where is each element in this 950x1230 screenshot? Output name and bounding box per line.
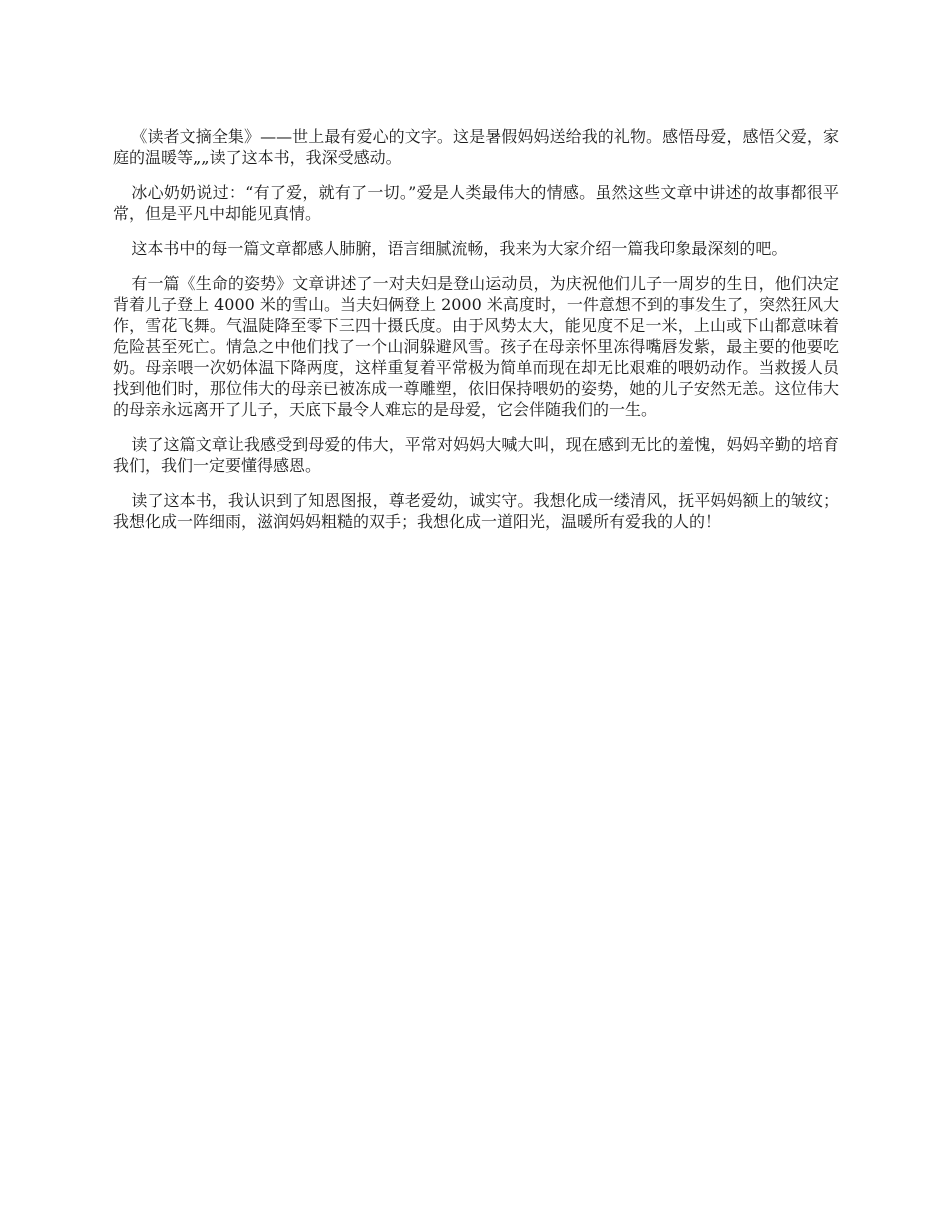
paragraph-reflection: 读了这篇文章让我感受到母爱的伟大，平常对妈妈大喊大叫，现在感到无比的羞愧，妈妈辛勤的培育我们，我们一定要懂得感恩。 [113,435,839,475]
document-page [113,126,839,546]
paragraph-book-overview: 这本书中的每一篇文章都感人肺腑，语言细腻流畅，我来为大家介绍一篇我印象最深刻的吧。 [131,239,788,258]
paragraph-intro: 《读者文摘全集》——世上最有爱心的文字。这是暑假妈妈送给我的礼物。感悟母爱，感悟父爱，家庭的温暖等„„读了这本书，我深受感动。 [113,127,839,167]
paragraph-conclusion: 读了这本书，我认识到了知恩图报，尊老爱幼，诚实守。我想化成一缕清风，抚平妈妈额上的皱纹；我想化成一阵细雨，滋润妈妈粗糙的双手；我想化成一道阳光，温暖所有爱我的人的！ [113,491,839,531]
paragraph-bingxin-quote: 冰心奶奶说过：“有了爱，就有了一切。”爱是人类最伟大的情感。虽然这些文章中讲述的故事都很平常，但是平凡中却能见真情。 [113,183,839,223]
paragraph-story: 有一篇《生命的姿势》文章讲述了一对夫妇是登山运动员，为庆祝他们儿子一周岁的生日，他们决定背着儿子登上 4000 米的雪山。当夫妇俩登上 2000 米高度时，一件意想不到的事发生了，突然狂风大作，雪花飞舞。气温陡降至零下三四十摄氏度。由于风势太大，能见度不足一米，上山或下山都意味着危险甚至死亡。情急之中他们找了一个山洞躲避风雪。孩子在母亲怀里冻得嘴唇发紫，最主要的他要吃奶。母亲喂一次奶体温下降两度，这样重复着平常极为简单而现在却无比艰难的喂奶动作。当救援人员找到他们时，那位伟大的母亲已被冻成一尊雕塑，依旧保持喂奶的姿势，她的儿子安然无恙。这位伟大的母亲永远离开了儿子，天底下最令人难忘的是母爱，它会伴随我们的一生。 [113,274,839,419]
